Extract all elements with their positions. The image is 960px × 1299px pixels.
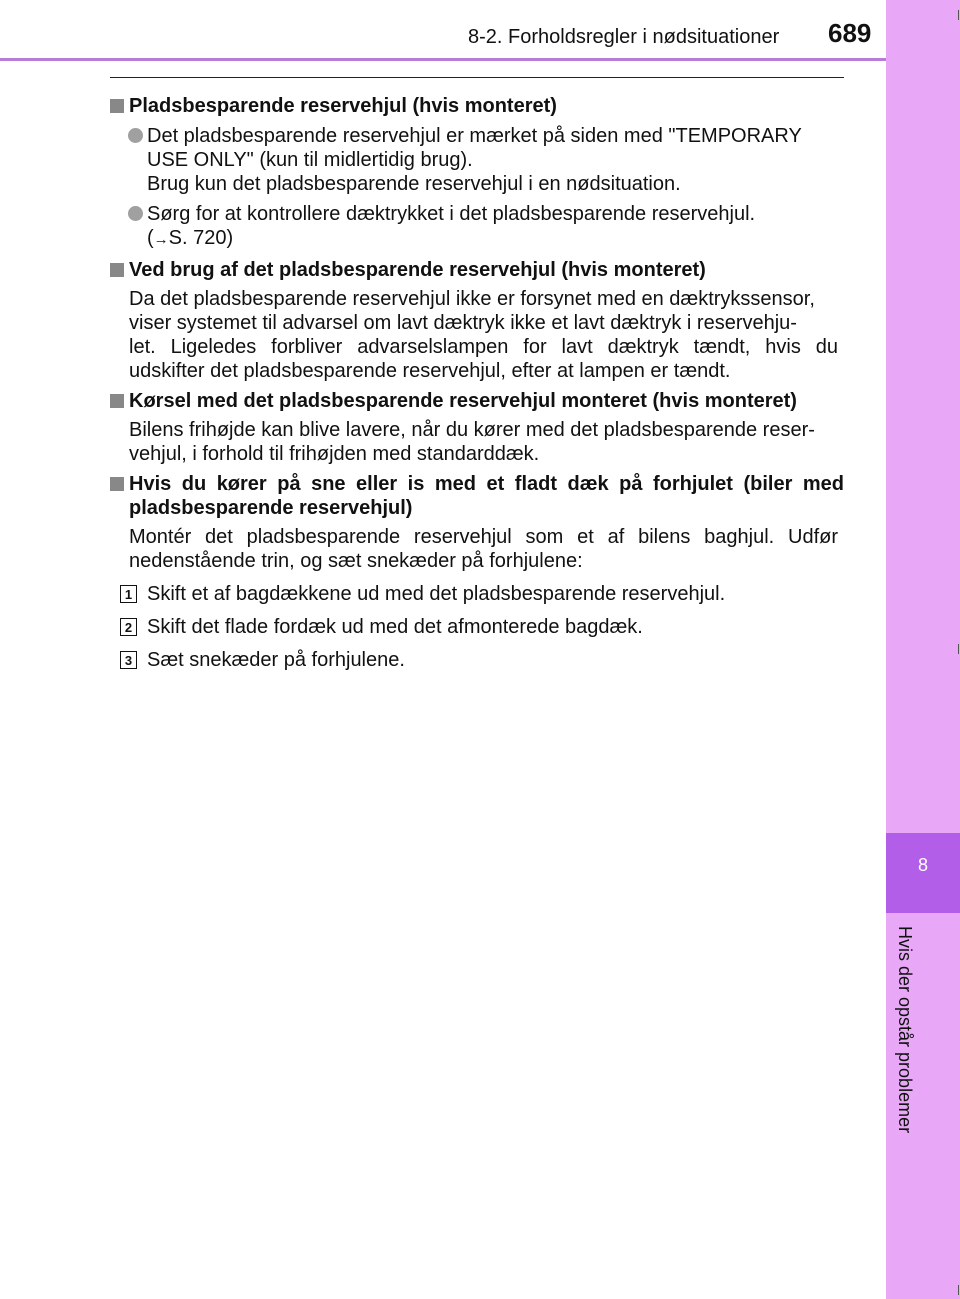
- step-number: 1: [120, 585, 137, 603]
- crop-mark: [958, 1285, 959, 1295]
- reference-text: S. 720): [168, 227, 234, 249]
- step-item: [110, 615, 844, 639]
- step-item: [110, 582, 844, 606]
- section-heading: [110, 472, 844, 520]
- heading-text: Kørsel med det pladsbesparende reservehjul monteret (hvis monteret): [129, 390, 797, 412]
- step-text: Sæt snekæder på forhjulene.: [147, 649, 405, 671]
- square-bullet-icon: [110, 394, 124, 408]
- header-divider: [0, 58, 886, 61]
- square-bullet-icon: [110, 477, 124, 491]
- arrow-right-icon: →: [153, 231, 169, 248]
- chapter-number-box: [886, 833, 960, 913]
- square-bullet-icon: [110, 263, 124, 277]
- crop-mark: [958, 644, 959, 654]
- round-bullet-icon: [128, 206, 143, 221]
- text-line: USE ONLY" (kun til midlertidig brug).: [147, 149, 473, 171]
- text-line: Brug kun det pladsbesparende reservehjul i en nødsituation.: [147, 173, 681, 195]
- section-title: 8-2. Forholdsregler i nødsituationer: [468, 26, 780, 48]
- text-line: Sørg for at kontrollere dæktrykket i det pladsbesparende reservehjul.: [147, 203, 756, 225]
- step-item: [110, 648, 844, 672]
- text-line: viser systemet til advarsel om lavt dæktryk ikke et lavt dæktryk i reservehju-: [129, 312, 797, 334]
- heading-text: pladsbesparende reservehjul): [129, 497, 413, 519]
- paragraph: [110, 418, 844, 466]
- heading-text: Hvis du kører på sne eller is med et fladt dæk på forhjulet (biler med: [129, 473, 844, 495]
- section-heading: [110, 94, 844, 118]
- square-bullet-icon: [110, 99, 124, 113]
- text-line: Montér det pladsbesparende reservehjul som et af bilens baghjul. Udfør: [129, 526, 838, 548]
- step-text: Skift et af bagdækkene ud med det pladsbesparende reservehjul.: [147, 583, 726, 605]
- reference-open-paren: (: [147, 227, 154, 249]
- chapter-title: Hvis der opstår problemer: [895, 926, 915, 1134]
- paragraph: [110, 287, 844, 383]
- text-line: Bilens frihøjde kan blive lavere, når du kører med det pladsbesparende reser-: [129, 419, 815, 441]
- step-number: 3: [120, 651, 137, 669]
- text-line: nedenstående trin, og sæt snekæder på forhjulene:: [129, 550, 583, 572]
- step-text: Skift det flade fordæk ud med det afmonterede bagdæk.: [147, 616, 643, 638]
- text-line: Da det pladsbesparende reservehjul ikke er forsynet med en dæktrykssensor,: [129, 288, 815, 310]
- crop-mark: [958, 10, 959, 20]
- page-content: [110, 88, 844, 672]
- content-top-rule: [110, 77, 844, 78]
- bullet-item: [110, 202, 844, 252]
- section-heading: [110, 389, 844, 413]
- heading-text: Ved brug af det pladsbesparende reservehjul (hvis monteret): [129, 259, 706, 281]
- section-heading: [110, 258, 844, 282]
- heading-text: Pladsbesparende reservehjul (hvis monteret): [129, 95, 557, 117]
- page-reference[interactable]: [147, 226, 844, 252]
- chapter-number: 8: [917, 855, 928, 875]
- paragraph: [110, 525, 844, 573]
- round-bullet-icon: [128, 128, 143, 143]
- bullet-item: [110, 124, 844, 196]
- text-line: vehjul, i forhold til frihøjden med standarddæk.: [129, 443, 540, 465]
- text-line: udskifter det pladsbesparende reservehjul, efter at lampen er tændt.: [129, 360, 731, 382]
- text-line: let. Ligeledes forbliver advarselslampen for lavt dæktryk tændt, hvis du: [129, 336, 838, 358]
- step-number: 2: [120, 618, 137, 636]
- page-number: 689: [828, 18, 872, 48]
- text-line: Det pladsbesparende reservehjul er mærket på siden med "TEMPORARY: [147, 125, 802, 147]
